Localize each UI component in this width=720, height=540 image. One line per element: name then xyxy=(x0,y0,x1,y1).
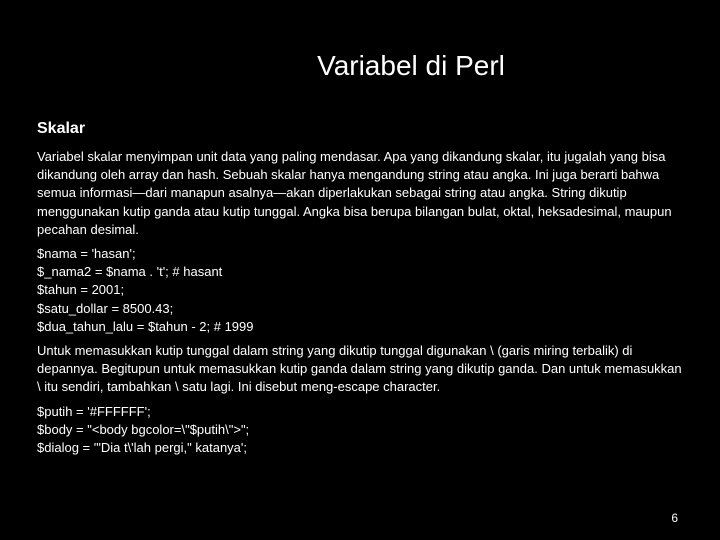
code-line: $nama = 'hasan'; xyxy=(37,246,136,262)
code-line: $dua_tahun_lalu = $tahun - 2; # 1999 xyxy=(37,318,254,334)
code-line: $satu_dollar = 8500.43; xyxy=(37,300,174,316)
description-paragraph: Variabel skalar menyimpan unit data yang paling mendasar. Apa yang dikandung skalar, itu jugalah yang bisa dikandung oleh array dan hash. Sebuah skalar hanya mengandung string atau angka. Ini juga berarti bahwa semua informasi—dari manapun asalnya—akan diperlakukan sebagai string atau angka. String dikutip menggunakan kutip ganda atau kutip tunggal. Angka bisa berupa bilangan bulat, oktal, heksadesimal, maupun pecahan desimal. xyxy=(37,149,672,237)
slide-title: Variabel di Perl xyxy=(317,50,505,81)
code-line: $tahun = 2001; xyxy=(37,282,125,298)
slide-content xyxy=(37,119,687,463)
escape-paragraph: Untuk memasukkan kutip tunggal dalam string yang dikutip tunggal digunakan \ (garis miring terbalik) di depannya. Begitupun untuk memasukkan kutip ganda dalam string yang dikutip ganda. Dan untuk memasukkan \ itu sendiri, tambahkan \ satu lagi. Ini disebut meng-escape character. xyxy=(37,343,682,395)
code-line: $body = "<body bgcolor=\"$putih\">"; xyxy=(37,421,250,437)
page-number: 6 xyxy=(671,511,678,525)
section-heading: Skalar xyxy=(37,120,86,137)
code-block-escape-examples xyxy=(37,403,687,458)
code-line: $dialog = '"Dia t\'lah pergi," katanya'; xyxy=(37,440,247,456)
code-block-scalar-examples xyxy=(37,245,687,336)
code-line: $_nama2 = $nama . 't'; # hasant xyxy=(37,264,223,280)
code-line: $putih = '#FFFFFF'; xyxy=(37,403,151,419)
